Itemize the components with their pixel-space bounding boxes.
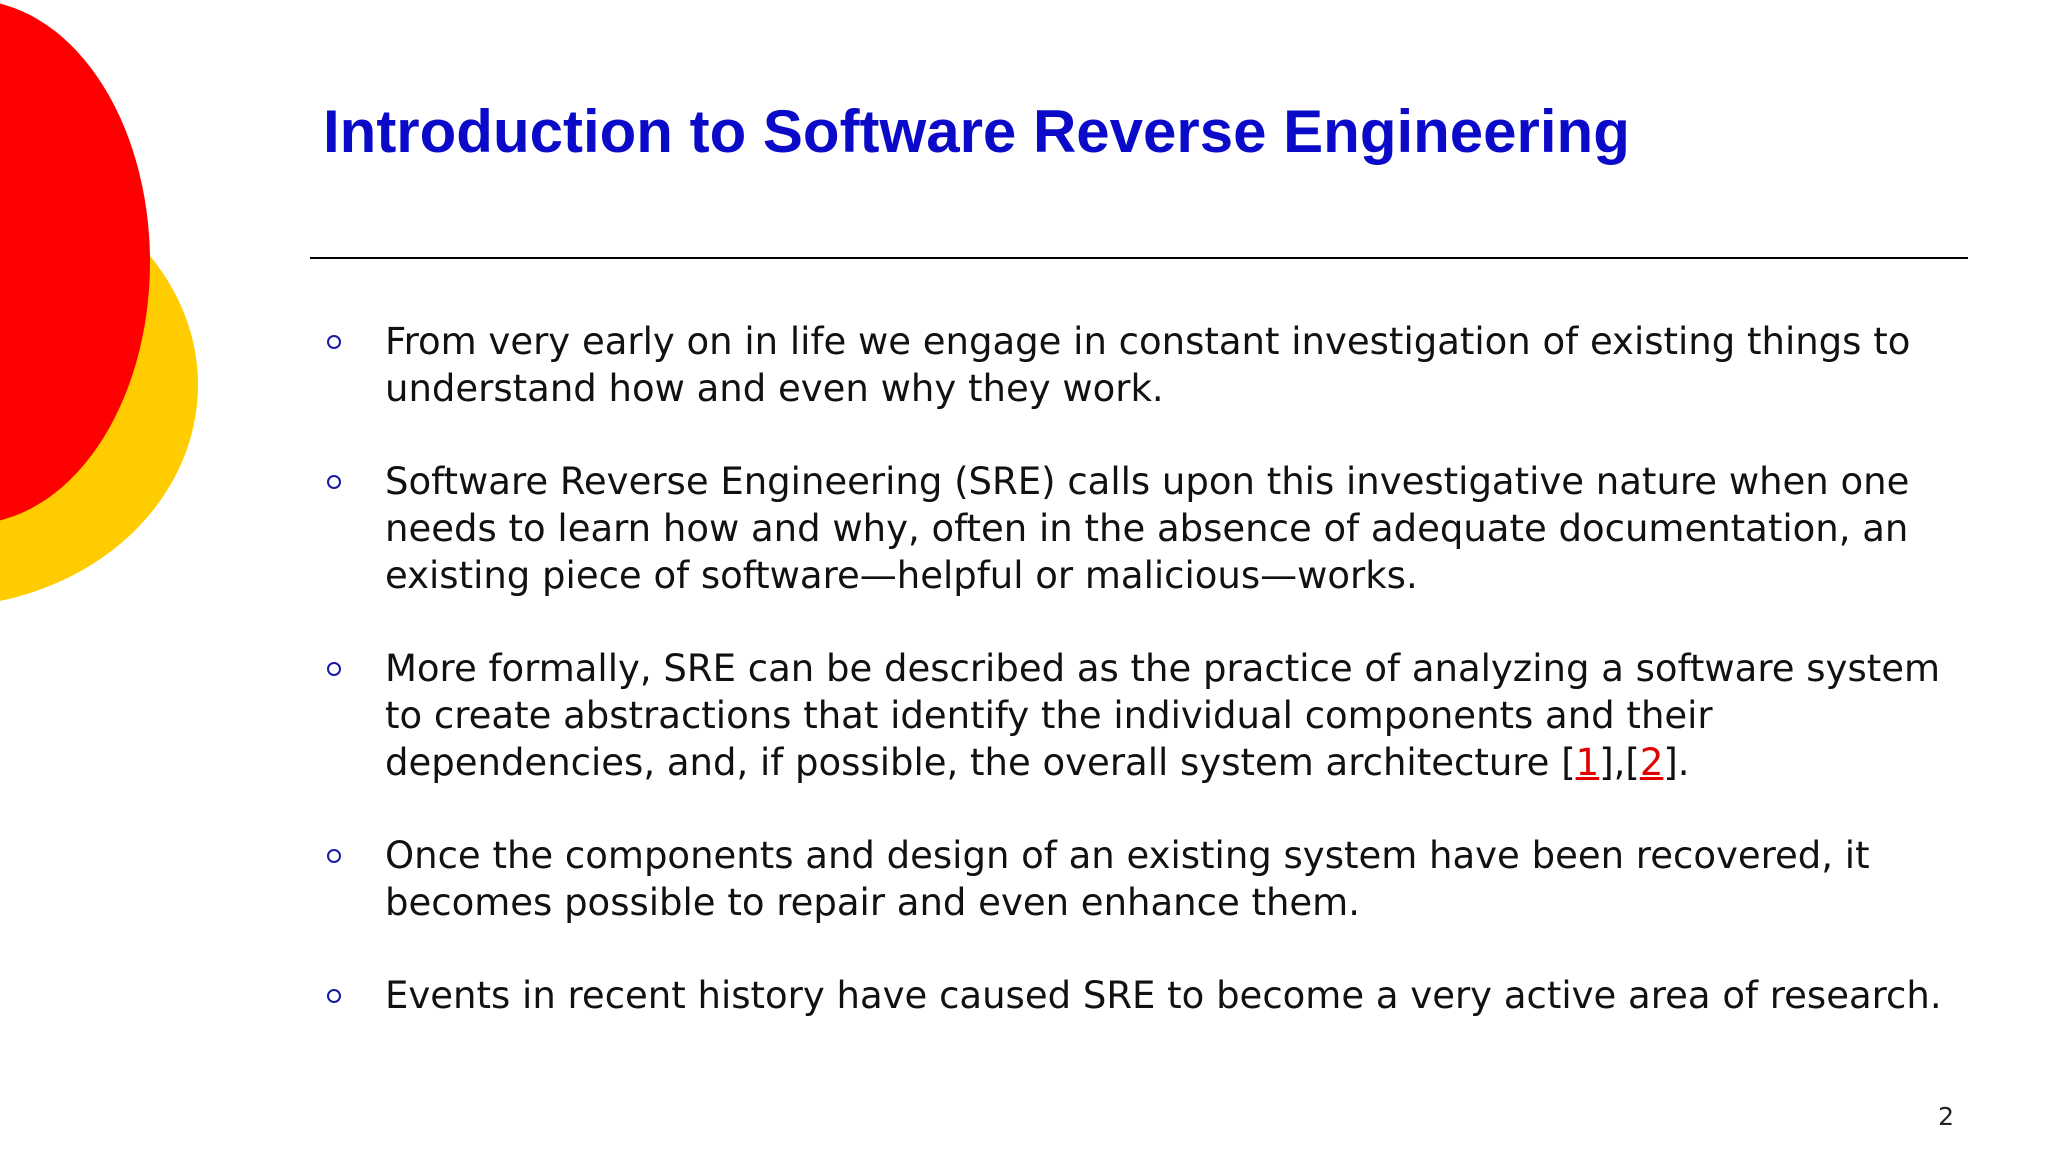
- slide-title: Introduction to Software Reverse Engineering: [323, 98, 1630, 165]
- hollow-circle-bullet-icon: [327, 849, 341, 863]
- bullet-text-3: [385, 645, 1963, 786]
- page-number: 2: [1938, 1102, 1954, 1131]
- bullet-text-2: Software Reverse Engineering (SRE) calls upon this investigative nature when one needs to learn how and why, often in the absence of adequate documentation, an existing piece of software—helpful or malicious—works.: [385, 460, 1910, 597]
- hollow-circle-bullet-icon: [327, 475, 341, 489]
- bullet-item-5: [323, 972, 1963, 1019]
- bullet-text-5: Events in recent history have caused SRE to become a very active area of research.: [385, 974, 1942, 1017]
- bullet-text-3-after: ].: [1663, 741, 1690, 784]
- reference-link-1[interactable]: 1: [1575, 741, 1600, 784]
- bullet-item-4: [323, 832, 1963, 926]
- reference-separator: ],[: [1599, 741, 1640, 784]
- reference-link-2[interactable]: 2: [1639, 741, 1664, 784]
- decorative-blob-shapes: [0, 0, 220, 640]
- bullet-item-3: [323, 645, 1963, 786]
- hollow-circle-bullet-icon: [327, 989, 341, 1003]
- hollow-circle-bullet-icon: [327, 335, 341, 349]
- title-divider: [310, 257, 1968, 259]
- bullet-item-1: [323, 318, 1963, 412]
- bullet-text-4: Once the components and design of an existing system have been recovered, it becomes possible to repair and even enhance them.: [385, 834, 1870, 924]
- bullet-text-3-before: More formally, SRE can be described as the practice of analyzing a software system to create abstractions that identify the individual components and their dependencies, and, if possible, the overall system architecture [: [385, 647, 1941, 784]
- bullet-text-1: From very early on in life we engage in constant investigation of existing things to understand how and even why they work.: [385, 320, 1911, 410]
- bullet-item-2: [323, 458, 1963, 599]
- bullet-list: [323, 318, 1963, 1065]
- hollow-circle-bullet-icon: [327, 662, 341, 676]
